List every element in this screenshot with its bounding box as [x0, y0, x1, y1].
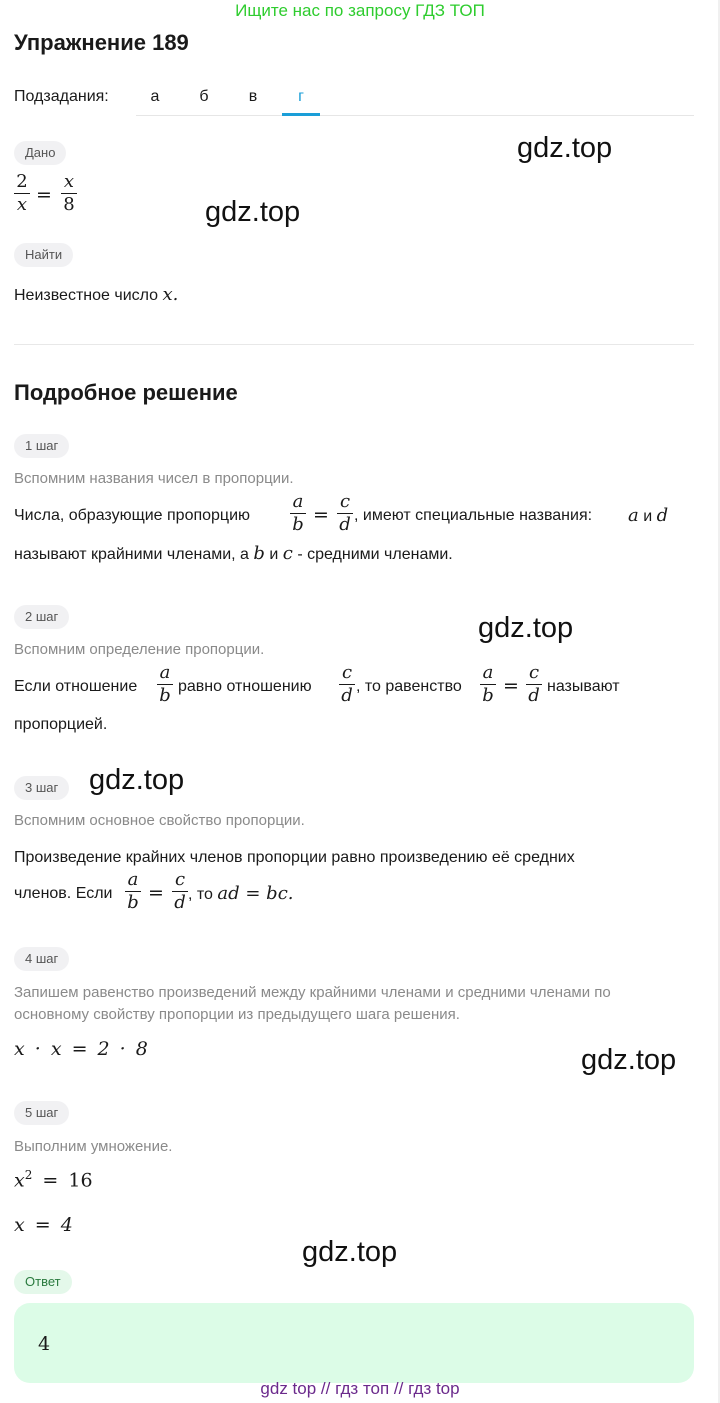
step-3-fraction-ab	[125, 870, 141, 913]
subtasks-bar	[14, 82, 694, 117]
step-3-formula: ad = bc.	[217, 883, 294, 904]
answer-box	[14, 1303, 694, 1383]
step-3-line2-a: членов. Если	[14, 885, 113, 902]
step-4-hint-1: Запишем равенство произведений между крайними членами и средними членами по	[14, 984, 611, 1001]
watermark: gdz.top	[478, 612, 574, 644]
step-2-hint: Вспомним определение пропорции.	[14, 641, 265, 658]
step-2-fraction-ab-2	[480, 663, 496, 706]
fraction-denominator: d	[174, 892, 186, 914]
subtasks-divider	[136, 115, 694, 116]
fraction-numerator: a	[482, 662, 494, 683]
fraction-numerator: c	[528, 662, 540, 683]
tab-b[interactable]: б	[199, 88, 209, 105]
fraction-denominator: b	[159, 685, 171, 707]
step-1-line1-c: a и d	[628, 505, 669, 526]
step-4-hint-2: основному свойству пропорции из предыдущего шага решения.	[14, 1006, 460, 1023]
active-tab-indicator	[282, 113, 320, 116]
find-variable: x.	[162, 284, 179, 305]
step-3-fraction-cd	[172, 870, 188, 913]
fraction-denominator: 8	[63, 194, 75, 216]
step-1-hint: Вспомним названия чисел в пропорции.	[14, 470, 294, 487]
step-3-line1: Произведение крайних членов пропорции равно произведению её средних	[14, 849, 575, 866]
fraction-numerator: a	[159, 662, 171, 683]
fraction-denominator: d	[339, 514, 351, 536]
solution-title: Подробное решение	[14, 380, 238, 405]
tab-g[interactable]: г	[298, 88, 304, 105]
find-chip: Найти	[14, 243, 73, 267]
step-5-equation-1	[14, 1168, 93, 1191]
step-1-fraction-ab	[290, 492, 306, 535]
step-2-chip: 2 шаг	[14, 605, 69, 629]
step-2-line1-c: , то равенство	[356, 678, 462, 695]
conj-and: и	[643, 508, 653, 525]
step-1-line2-a: называют крайними членами, а	[14, 546, 249, 563]
watermark: gdz.top	[581, 1044, 677, 1076]
conj-and: и	[269, 546, 279, 563]
step-2-line1-d: называют	[547, 678, 620, 695]
step-3-chip: 3 шаг	[14, 776, 69, 800]
step-2-line1-a: Если отношение	[14, 678, 138, 695]
step-1-line2: называют крайними членами, а b и c - средними членами.	[14, 543, 453, 564]
step-1-chip: 1 шаг	[14, 434, 69, 458]
fraction-denominator: d	[341, 685, 353, 707]
step-1-line1-b: , имеют специальные названия:	[354, 507, 593, 524]
watermark: gdz.top	[302, 1236, 398, 1268]
subtasks-label: Подзадания:	[14, 88, 109, 105]
step-2-line2: пропорцией.	[14, 716, 108, 733]
given-equals: =	[36, 184, 52, 206]
fraction-denominator: b	[292, 514, 304, 536]
tab-a[interactable]: а	[150, 88, 160, 105]
step-4-equation: x · x = 2 · 8	[14, 1038, 148, 1060]
watermark: gdz.top	[205, 196, 301, 228]
find-text	[14, 284, 178, 307]
fraction-numerator: 2	[16, 171, 28, 192]
step-3-line2	[188, 883, 294, 906]
answer-value: 4	[38, 1333, 51, 1355]
step-1-line1-a: Числа, образующие пропорцию	[14, 507, 251, 524]
fraction-numerator: a	[292, 491, 304, 512]
fraction-numerator: a	[127, 869, 139, 890]
step-2-line1-b: равно отношению	[178, 678, 312, 695]
eq-base: x	[14, 1169, 25, 1192]
fraction-denominator: b	[127, 892, 139, 914]
step-1-line2-c: - средними членами.	[297, 546, 453, 563]
eq-exponent: 2	[24, 1168, 33, 1182]
fraction-numerator: c	[174, 869, 186, 890]
step-5-equation-2: x = 4	[14, 1214, 73, 1236]
top-banner: Ищите нас по запросу ГДЗ ТОП	[235, 1, 485, 20]
step-2-fraction-ab	[157, 663, 173, 706]
step-2-fraction-cd	[339, 663, 355, 706]
tab-v[interactable]: в	[248, 88, 258, 105]
step-1-fraction-cd	[337, 492, 353, 535]
fraction-denominator: b	[482, 685, 494, 707]
step-3-equals: =	[148, 882, 164, 904]
step-2-fraction-cd-2	[526, 663, 542, 706]
fraction-numerator: c	[339, 491, 351, 512]
step-4-chip: 4 шаг	[14, 947, 69, 971]
step-5-chip: 5 шаг	[14, 1101, 69, 1125]
fraction-denominator: d	[528, 685, 540, 707]
given-chip: Дано	[14, 141, 66, 165]
step-2-equals: =	[503, 675, 519, 697]
eq-rest: = 16	[32, 1169, 93, 1192]
watermark: gdz.top	[89, 764, 185, 796]
page-title: Упражнение 189	[14, 30, 189, 55]
fraction-numerator: c	[341, 662, 353, 683]
step-3-hint: Вспомним основное свойство пропорции.	[14, 812, 305, 829]
section-divider	[14, 344, 694, 345]
step-1-equals: =	[313, 504, 329, 526]
fraction-numerator: x	[63, 171, 75, 192]
step-3-line2-b: , то	[188, 886, 213, 903]
given-fraction-right	[61, 172, 77, 215]
given-fraction-left	[14, 172, 30, 215]
bottom-links[interactable]: gdz top // гдз топ // гдз top	[260, 1379, 460, 1398]
step-5-hint: Выполним умножение.	[14, 1138, 173, 1155]
watermark: gdz.top	[517, 132, 613, 164]
find-label: Неизвестное число	[14, 287, 159, 304]
answer-chip: Ответ	[14, 1270, 72, 1294]
fraction-denominator: x	[16, 194, 28, 216]
